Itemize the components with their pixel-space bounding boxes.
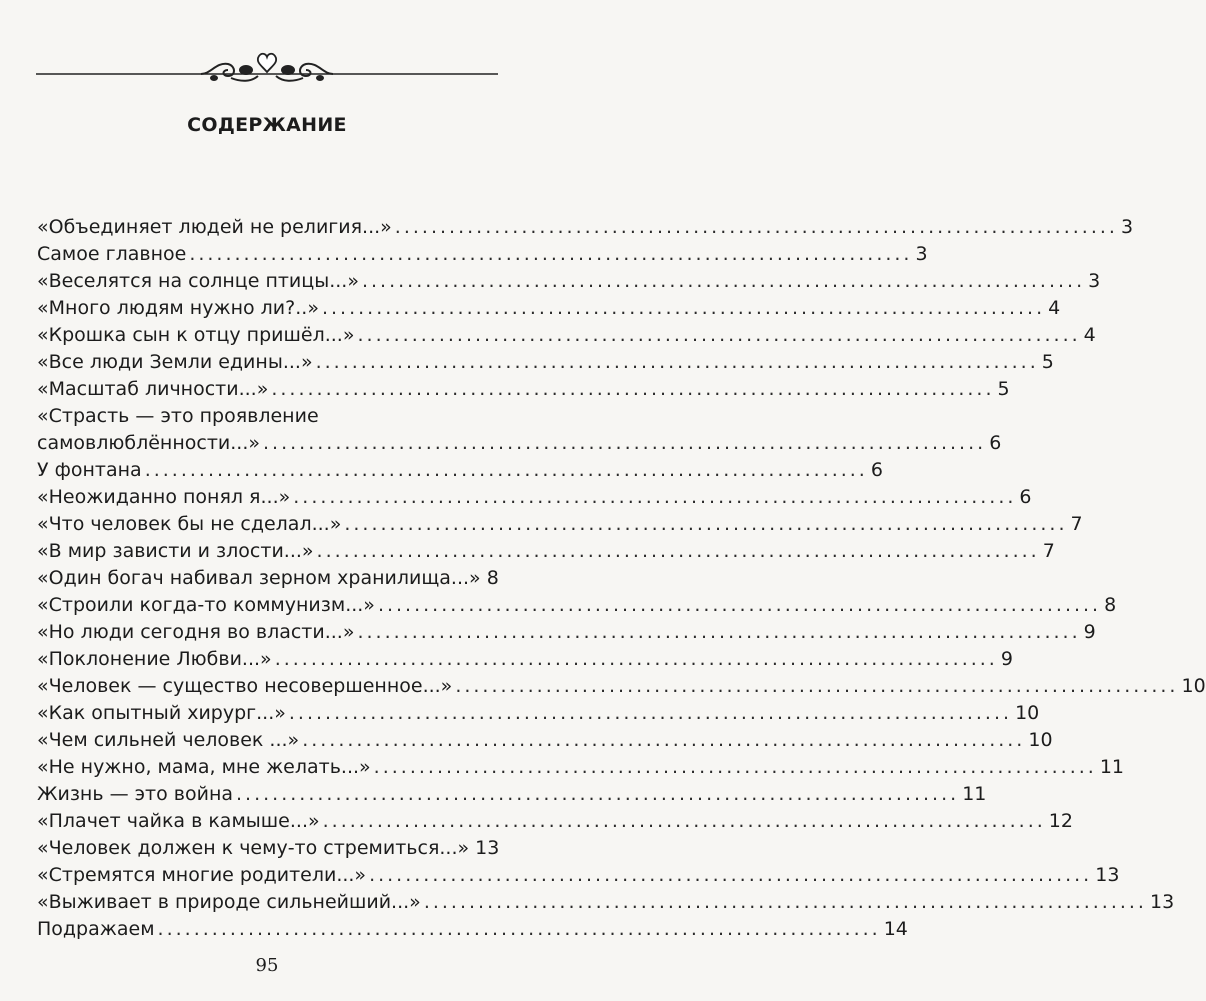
toc-entry-title: «Один богач набивал зерном хранилища...»	[37, 567, 481, 589]
dot-leader: ................................................................................	[423, 891, 1147, 913]
toc-entry	[37, 889, 1175, 916]
toc-entry-page: 4	[1048, 297, 1061, 319]
toc-entry	[37, 727, 1053, 754]
dot-leader: ................................................................................	[302, 729, 1026, 751]
toc-entry-page: 3	[915, 243, 928, 265]
header-ornament	[36, 48, 498, 88]
toc-entry-page: 11	[962, 783, 987, 805]
dot-leader: ................................................................................	[236, 783, 960, 805]
dot-leader: ................................................................................	[316, 540, 1040, 562]
toc-entry	[37, 781, 987, 808]
toc-entry-title: «Не нужно, мама, мне желать...»	[37, 756, 371, 778]
dot-leader: ................................................................................	[344, 513, 1068, 535]
toc-entry-page: 5	[997, 378, 1010, 400]
toc-entry	[37, 295, 1061, 322]
dot-leader: ................................................................................	[189, 243, 913, 265]
toc-entry	[37, 214, 1134, 241]
toc-entry-page: 6	[1019, 486, 1032, 508]
toc-entry-page: 8	[486, 567, 499, 589]
dot-leader: ................................................................................	[293, 486, 1017, 508]
dot-leader: ................................................................................	[321, 297, 1046, 319]
toc-entry	[37, 241, 928, 268]
toc-entry	[37, 754, 1125, 781]
dot-leader: ................................................................................	[263, 432, 987, 454]
toc-entry-title: «Масштаб личности...»	[37, 378, 269, 400]
toc-entry-title: «Человек — существо несовершенное...»	[37, 675, 453, 697]
toc-entry-title: «Страсть — это проявление	[37, 405, 319, 427]
toc-entry-page: 10	[1181, 675, 1206, 697]
toc-entry-page: 6	[870, 459, 883, 481]
dot-leader: ................................................................................	[377, 594, 1102, 616]
toc-entry-title: «Крошка сын к отцу пришёл...»	[37, 324, 355, 346]
toc-entry-page: 7	[1042, 540, 1055, 562]
dot-leader: ................................................................................	[357, 324, 1081, 346]
toc-entry	[37, 538, 1055, 565]
dot-leader: ................................................................................	[357, 621, 1081, 643]
toc-entry	[37, 673, 1206, 700]
toc-entry	[37, 403, 489, 430]
toc-entry-title: «Выживает в природе сильнейший...»	[37, 891, 421, 913]
toc-entry-title: «Чем сильней человек ...»	[37, 729, 300, 751]
toc-entry-continuation	[37, 430, 1002, 457]
toc-entry-title: самовлюблённости...»	[37, 432, 261, 454]
toc-entry-title: У фонтана	[37, 459, 142, 481]
toc-entry-page: 13	[1149, 891, 1175, 913]
toc-entry	[37, 862, 1120, 889]
toc-entry	[37, 457, 883, 484]
dot-leader: ................................................................................	[361, 270, 1086, 292]
toc-entry-title: «Человек должен к чему-то стремиться...»	[37, 837, 470, 859]
toc-entry	[37, 322, 1096, 349]
toc-entry-page: 3	[1120, 216, 1134, 238]
toc-entry-title: Подражаем	[37, 918, 155, 940]
toc-entry-page: 14	[883, 918, 908, 940]
toc-entry-title: «Стремятся многие родители...»	[37, 864, 367, 886]
toc-entry	[37, 835, 500, 862]
toc-entry	[37, 376, 1010, 403]
toc-entry-page: 10	[1028, 729, 1053, 751]
toc-entry-title: «Поклонение Любви...»	[37, 648, 272, 670]
toc-entry-page: 8	[1104, 594, 1117, 616]
toc-entry-page: 6	[989, 432, 1002, 454]
page-number: 95	[255, 955, 279, 976]
toc-entry-page: 13	[1095, 864, 1120, 886]
toc-entry	[37, 565, 499, 592]
toc-entry-title: «Как опытный хирург...»	[37, 702, 286, 724]
dot-leader: ................................................................................	[373, 756, 1097, 778]
toc-entry-page: 9	[1083, 621, 1096, 643]
toc-entry	[37, 592, 1117, 619]
toc-entry-title: «Веселятся на солнце птицы...»	[37, 270, 359, 292]
toc-entry-title: «Плачет чайка в камыше...»	[37, 810, 320, 832]
toc-entry-page: 4	[1083, 324, 1096, 346]
toc-entry-page: 7	[1070, 513, 1083, 535]
dot-leader: ................................................................................	[274, 648, 998, 670]
toc-entry-page: 3	[1088, 270, 1101, 292]
toc-entry-title: Самое главное	[37, 243, 187, 265]
toc-entry-page: 12	[1048, 810, 1073, 832]
toc-entry-title: «Но люди сегодня во власти...»	[37, 621, 355, 643]
toc-entry	[37, 619, 1096, 646]
page-title: СОДЕРЖАНИЕ	[187, 114, 347, 136]
toc-entry-title: «Объединяет людей не религия...»	[37, 216, 392, 238]
table-of-contents	[37, 214, 1206, 943]
toc-entry-page: 13	[475, 837, 500, 859]
toc-entry	[37, 916, 908, 943]
dot-leader: ................................................................................	[369, 864, 1093, 886]
toc-entry	[37, 646, 1013, 673]
toc-entry-page: 5	[1041, 351, 1054, 373]
toc-entry-page: 9	[1000, 648, 1013, 670]
dot-leader: ................................................................................	[394, 216, 1118, 238]
toc-entry-page: 10	[1015, 702, 1040, 724]
toc-entry	[37, 700, 1040, 727]
toc-entry	[37, 268, 1101, 295]
toc-entry-title: «Неожиданно понял я...»	[37, 486, 291, 508]
toc-entry	[37, 511, 1083, 538]
dot-leader: ................................................................................	[271, 378, 995, 400]
dot-leader: ................................................................................	[315, 351, 1039, 373]
dot-leader: ................................................................................	[144, 459, 868, 481]
toc-entry	[37, 349, 1054, 376]
dot-leader: ................................................................................	[322, 810, 1046, 832]
toc-entry	[37, 808, 1073, 835]
dot-leader: ................................................................................	[157, 918, 881, 940]
dot-leader: ................................................................................	[288, 702, 1013, 724]
toc-entry-title: «Строили когда-то коммунизм...»	[37, 594, 375, 616]
toc-entry-title: «Много людям нужно ли?..»	[37, 297, 319, 319]
toc-entry-title: Жизнь — это война	[37, 783, 234, 805]
toc-entry	[37, 484, 1032, 511]
heart-icon	[258, 54, 276, 72]
toc-entry-title: «В мир зависти и злости...»	[37, 540, 314, 562]
toc-entry-title: «Что человек бы не сделал...»	[37, 513, 342, 535]
dot-leader: ................................................................................	[455, 675, 1179, 697]
toc-entry-title: «Все люди Земли едины...»	[37, 351, 313, 373]
toc-entry-page: 11	[1099, 756, 1125, 778]
